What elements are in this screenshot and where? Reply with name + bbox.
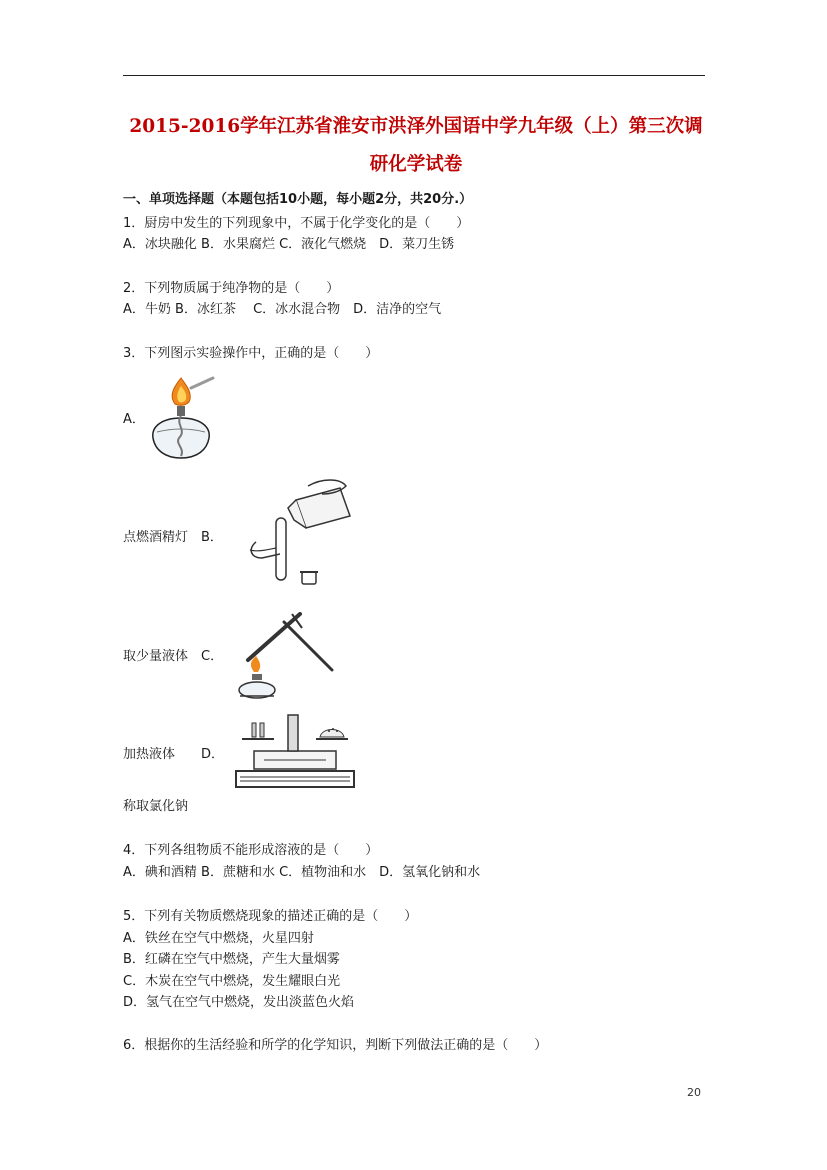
q3-option-d-line: 加热液体 D． <box>123 747 225 762</box>
heat-liquid-image <box>228 604 338 702</box>
q3-option-b-line: 点燃酒精灯 B． <box>123 530 223 545</box>
q5-option-b: B．红磷在空气中燃烧，产生大量烟雾 <box>123 952 340 967</box>
q2-stem: 2．下列物质属于纯净物的是（ ） <box>123 281 340 296</box>
q2-options: A．牛奶 B．冰红茶 C．冰水混合物 D．洁净的空气 <box>123 302 442 317</box>
q5-option-d: D．氢气在空气中燃烧，发出淡蓝色火焰 <box>123 995 355 1010</box>
q4-options: A．碘和酒精 B．蔗糖和水 C．植物油和水 D．氢氧化钠和水 <box>123 865 481 880</box>
q3-stem: 3．下列图示实验操作中，正确的是（ ） <box>123 346 379 361</box>
q4-stem: 4．下列各组物质不能形成溶液的是（ ） <box>123 843 379 858</box>
exam-title-line-1: 2015-2016学年江苏省淮安市洪泽外国语中学九年级（上）第三次调 <box>129 116 703 137</box>
q1-stem: 1．厨房中发生的下列现象中，不属于化学变化的是（ ） <box>123 216 470 231</box>
q5-option-a: A．铁丝在空气中燃烧，火星四射 <box>123 931 314 946</box>
q3-last-caption: 称取氯化钠 <box>123 799 189 814</box>
q3-option-a-letter: A． <box>123 412 145 427</box>
exam-title-line-2: 研化学试卷 <box>369 154 463 175</box>
header-rule <box>123 75 705 76</box>
q6-stem: 6．根据你的生活经验和所学的化学知识，判断下列做法正确的是（ ） <box>123 1038 548 1053</box>
section-heading: 一、单项选择题（本题包括10小题，每小题2分，共20分.） <box>123 192 473 207</box>
q5-option-c: C．木炭在空气中燃烧，发生耀眼白光 <box>123 974 341 989</box>
alcohol-lamp-image <box>145 372 217 464</box>
q5-stem: 5．下列有关物质燃烧现象的描述正确的是（ ） <box>123 909 418 924</box>
q1-options: A．冰块融化 B．水果腐烂 C．液化气燃烧 D．菜刀生锈 <box>123 237 455 252</box>
pour-liquid-image <box>236 478 354 596</box>
q3-option-c-line: 取少量液体 C． <box>123 649 224 664</box>
page-number: 20 <box>687 1086 701 1099</box>
balance-image <box>234 711 358 791</box>
